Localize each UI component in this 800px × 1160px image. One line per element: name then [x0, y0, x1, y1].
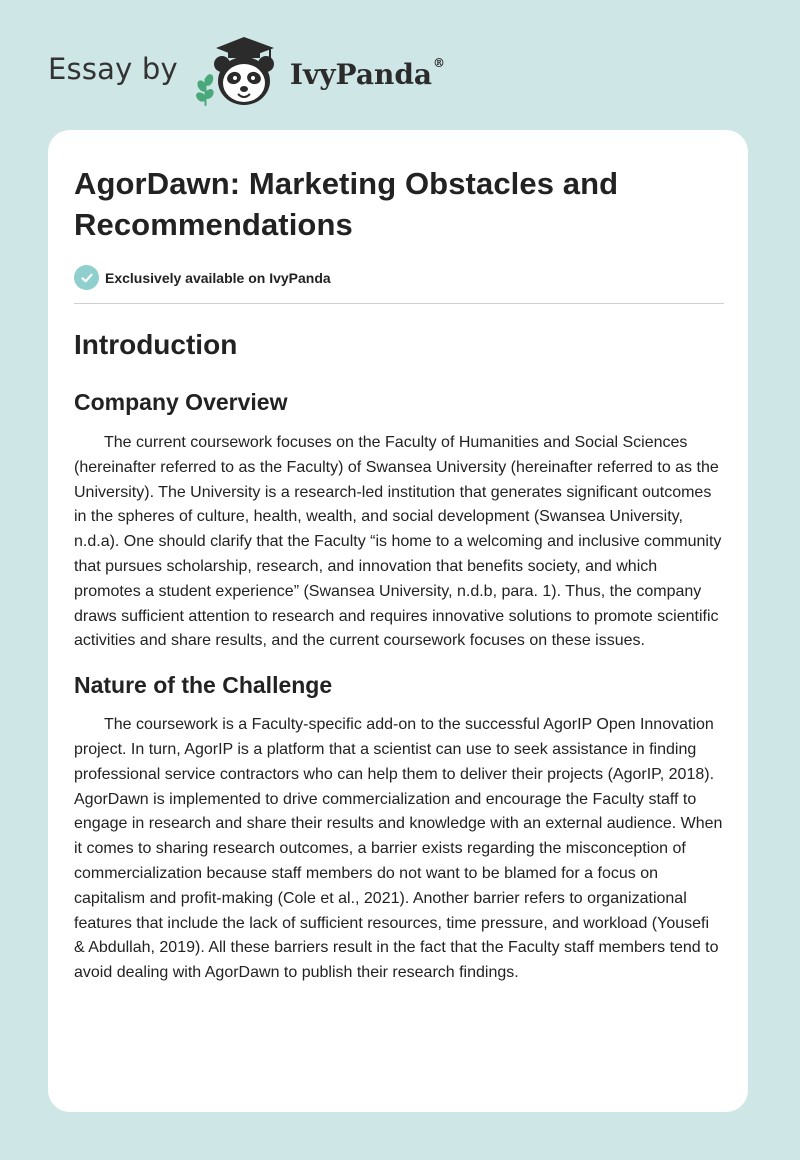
exclusive-badge [74, 265, 724, 290]
article-content [74, 163, 724, 986]
registered-mark: ® [433, 55, 446, 70]
subsection-heading-nature-of-challenge: Nature of the Challenge [74, 672, 333, 699]
brand-name-text: IvyPanda [289, 57, 433, 91]
essay-by-label: Essay by [48, 52, 178, 86]
divider [74, 303, 724, 304]
site-header [48, 34, 445, 110]
check-circle-icon [74, 265, 99, 290]
article-card [48, 130, 748, 1112]
section-heading-introduction: Introduction [74, 329, 238, 360]
subsection-heading-company-overview: Company Overview [74, 389, 288, 415]
exclusive-badge-text: Exclusively available on IvyPanda [105, 269, 331, 286]
brand-name[interactable] [289, 55, 446, 91]
panda-graduate-logo-icon[interactable] [192, 34, 284, 110]
paragraph-company-overview: The current coursework focuses on the Faculty of Humanities and Social Sciences (hereinafter referred to as the Faculty) of Swansea University (hereinafter referred to as the University). The University is a research-led institution that generates significant outcomes in the spheres of culture, health, wealth, and social development (Swansea University, n.d.a). One should clarify that the Faculty “is home to a welcoming and inclusive community that pursues scholarship, research, and innovation that benefits society, and which promotes a student experience” (Swansea University, n.d.b, para. 1). Thus, the company draws sufficient attention to research and requires innovative solutions to promote scientific activities and share results, and the current coursework focuses on these issues. [74, 434, 722, 650]
article-title: AgorDawn: Marketing Obstacles and Recommendations [74, 166, 619, 242]
paragraph-nature-of-challenge: The coursework is a Faculty-specific add-on to the successful AgorIP Open Innovation project. In turn, AgorIP is a platform that a scientist can use to seek assistance in finding professional service contractors who can help them to deliver their projects (AgorIP, 2018). AgorDawn is implemented to drive commercialization and encourage the Faculty staff to engage in research and share their results and knowledge with an external audience. When it comes to sharing research outcomes, a barrier exists regarding the misconception of commercialization because staff members do not want to be blamed for a focus on capitalism and profit-making (Cole et al., 2021). Another barrier refers to organizational features that include the lack of sufficient resources, time pressure, and workload (Yousefi & Abdullah, 2019). All these barriers result in the fact that the Faculty staff members tend to avoid dealing with AgorDawn to publish their research findings. [74, 716, 723, 982]
